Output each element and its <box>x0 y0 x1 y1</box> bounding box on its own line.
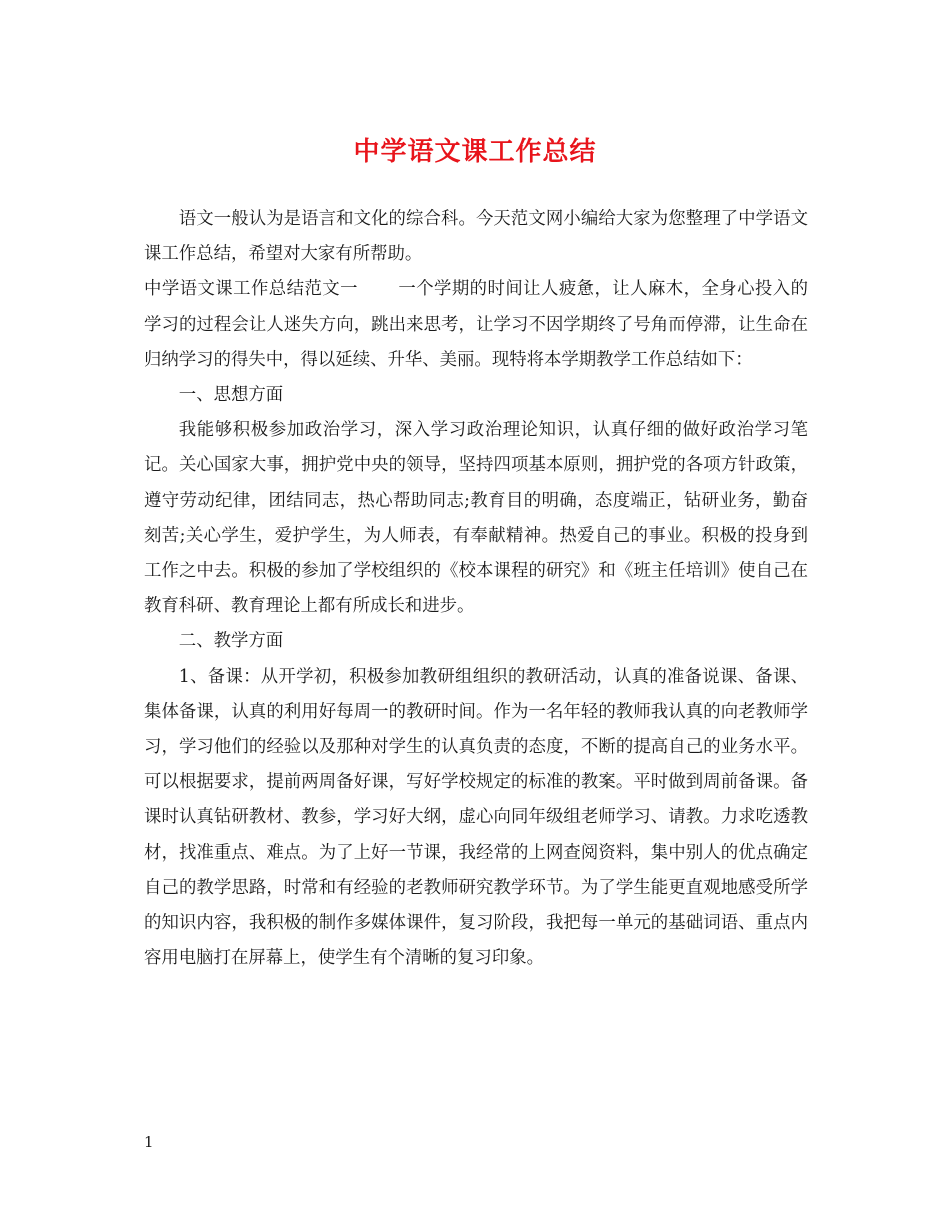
intro-paragraph: 语文一般认为是语言和文化的综合科。今天范文网小编给大家为您整理了中学语文课工作总结，希望对大家有所帮助。 <box>144 209 808 265</box>
page-number: 1 <box>144 1133 154 1151</box>
sample-heading: 中学语文课工作总结范文一 <box>144 279 358 300</box>
section1-heading: 一、思想方面 <box>178 385 284 406</box>
sample-paragraph <box>144 272 808 378</box>
section1-body: 我能够积极参加政治学习，深入学习政治理论知识，认真仔细的做好政治学习笔记。关心国家大事，拥护党中央的领导，坚持四项基本原则，拥护党的各项方针政策，遵守劳动纪律，团结同志，热心帮助同志;教育目的明确，态度端正，钻研业务，勤奋刻苦;关心学生，爱护学生，为人师表，有奉献精神。热爱自己的事业。积极的投身到工作之中去。积极的参加了学校组织的《校本课程的研究》和《班主任培训》使自己在教育科研、教育理论上都有所成长和进步。 <box>144 420 808 617</box>
section2-heading: 二、教学方面 <box>178 631 284 652</box>
section2-item1: 1、备课：从开学初，积极参加教研组组织的教研活动，认真的准备说课、备课、集体备课，认真的利用好每周一的教研时间。作为一名年轻的教师我认真的向老教师学习，学习他们的经验以及那种对学生的认真负责的态度，不断的提高自己的业务水平。可以根据要求，提前两周备好课，写好学校规定的标准的教案。平时做到周前备课。备课时认真钻研教材、教参，学习好大纲，虚心向同年级组老师学习、请教。力求吃透教材，找准重点、难点。为了上好一节课，我经常的上网查阅资料，集中别人的优点确定自己的教学思路，时常和有经验的老教师研究教学环节。为了学生能更直观地感受所学的知识内容，我积极的制作多媒体课件，复习阶段，我把每一单元的基础词语、重点内容用电脑打在屏幕上，使学生有个清晰的复习印象。 <box>144 666 808 969</box>
document-title: 中学语文课工作总结 <box>353 137 597 167</box>
document-body <box>144 202 808 976</box>
sample-opening: 一个学期的时间让人疲惫，让人麻木，全身心投入的学习的过程会让人迷失方向，跳出来思考，让学习不因学期终了号角而停滞，让生命在归纳学习的得失中，得以延续、升华、美丽。现特将本学期教学工作总结如下： <box>144 279 808 370</box>
